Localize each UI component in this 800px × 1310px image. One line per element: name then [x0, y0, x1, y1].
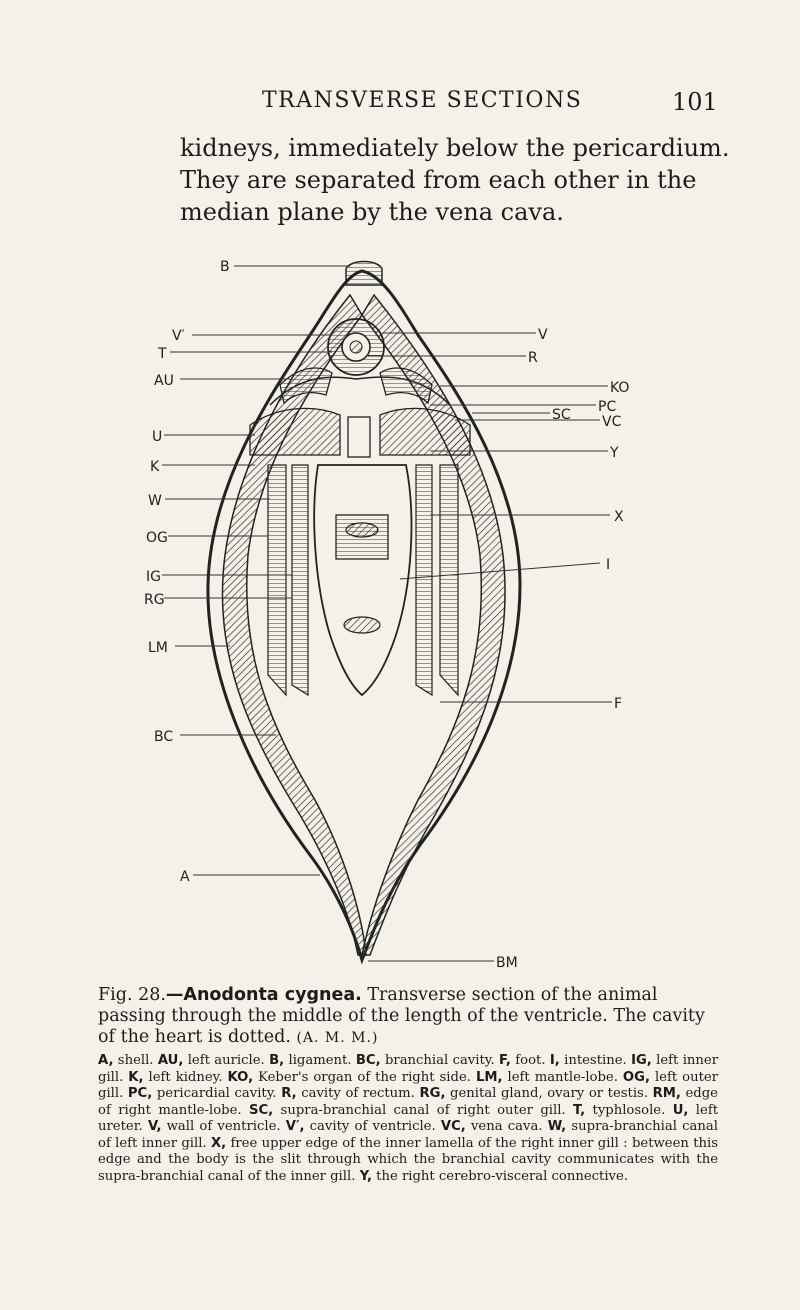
typhlosole [350, 341, 362, 353]
legend-key: VC, [440, 1119, 466, 1134]
legend-key: X, [210, 1135, 227, 1151]
legend-key: I, [549, 1053, 560, 1068]
legend-text: cavity of rectum. [296, 1086, 420, 1101]
legend-text: left outer gill. [98, 1069, 718, 1101]
legend-text: branchial cavity. [380, 1053, 500, 1068]
legend-key: B, [269, 1053, 285, 1068]
legend-key: OG, [622, 1069, 650, 1085]
legend-key: F, [499, 1053, 511, 1068]
legend-key: SC, [248, 1102, 274, 1118]
legend-key: V, [147, 1119, 162, 1134]
legend-key: PC, [127, 1086, 153, 1101]
legend-key: RG, [419, 1086, 446, 1101]
caption-description: Transverse section of the animal passing through the middle of the length of the ventricle. The cavity of the heart is dotted. [98, 985, 705, 1047]
running-title: TRANSVERSE SECTIONS [262, 88, 583, 113]
caption-fig-label: Fig. 28. [98, 985, 166, 1005]
legend-text: left kidney. [143, 1069, 228, 1085]
legend-text: vena cava. [465, 1119, 548, 1134]
legend-key: AU, [157, 1053, 184, 1068]
label-f: F [614, 696, 623, 712]
page-number: 101 [672, 88, 718, 116]
anatomy-figure [100, 255, 700, 975]
legend-text: left auricle. [183, 1053, 270, 1068]
legend-text: supra-branchial canal of left inner gill. [98, 1119, 718, 1151]
label-a: A [180, 869, 190, 885]
label-pc: PC [598, 399, 617, 415]
legend-text: cavity of ventricle. [304, 1119, 441, 1134]
legend-key: T, [573, 1102, 586, 1118]
label-v-prime: V′ [172, 328, 185, 344]
legend-key: K, [128, 1069, 144, 1085]
label-sc: SC [552, 407, 571, 423]
label-k: K [150, 459, 160, 475]
label-y: Y [610, 445, 619, 461]
label-bm: BM [496, 955, 518, 971]
legend-text: edge of right mantle-lobe. [98, 1086, 718, 1118]
legend-key: A, [98, 1053, 114, 1068]
left-kidney [250, 408, 340, 455]
foot [314, 465, 411, 695]
legend-text: pericardial cavity. [152, 1086, 282, 1101]
label-ig: IG [146, 569, 161, 585]
legend-text: genital gland, ovary or testis. [445, 1086, 653, 1101]
label-og: OG [146, 530, 168, 546]
label-x: X [614, 509, 624, 525]
left-outer-gill [268, 465, 286, 695]
caption-species: —Anodonta cygnea. [165, 985, 362, 1005]
legend-text: shell. [113, 1053, 158, 1068]
legend-key: RM, [652, 1086, 681, 1101]
intro-paragraph: kidneys, immediately below the pericardium. They are separated from each other in the median plane by the vena cava. [180, 134, 730, 226]
label-vc: VC [602, 414, 622, 430]
transverse-section-drawing [100, 255, 700, 975]
legend-key: V′, [285, 1119, 305, 1134]
right-inner-gill [416, 465, 432, 695]
legend-key: BC, [355, 1053, 381, 1068]
legend-text: left mantle-lobe. [502, 1069, 623, 1085]
label-v: V [538, 327, 548, 343]
legend-text: typhlosole. [585, 1102, 673, 1118]
legend-text: wall of ventricle. [161, 1119, 286, 1134]
label-u: U [152, 429, 163, 445]
legend-key: Y, [359, 1168, 372, 1184]
legend-text: left ureter. [98, 1102, 718, 1134]
legend-text: supra-branchial canal of right outer gill. [273, 1102, 574, 1118]
label-t: T [158, 346, 167, 362]
legend-text: free upper edge of the inner lamella of the right inner gill : between this edge and the body is the slit through which the branchial cavity communicates with the supra-branchial canal of the inner gill. [98, 1135, 719, 1184]
legend-text: ligament. [284, 1053, 356, 1068]
legend-key: IG, [631, 1053, 652, 1068]
right-outer-gill [440, 465, 458, 695]
intestine-upper [346, 523, 378, 537]
legend-text: foot. [510, 1053, 550, 1068]
label-i: I [606, 557, 611, 573]
running-head [0, 88, 800, 118]
figure-caption [98, 985, 718, 1049]
label-b: B [220, 259, 230, 275]
label-rg: RG [144, 592, 165, 608]
legend-text: Keber's organ of the right side. [253, 1069, 476, 1085]
legend-text: left inner gill. [98, 1053, 719, 1085]
legend-key: R, [281, 1086, 297, 1101]
left-inner-gill [292, 465, 308, 695]
caption-credit: (A. M. M.) [296, 1030, 379, 1046]
right-mantle-lobe [362, 295, 505, 955]
legend-key: U, [672, 1102, 689, 1118]
label-bc: BC [154, 729, 174, 745]
intestine-lower [344, 617, 380, 633]
vena-cava [348, 417, 370, 457]
label-w: W [148, 493, 162, 509]
label-ko: KO [610, 380, 630, 396]
label-au: AU [154, 373, 174, 389]
legend-text: the right cerebro-visceral connective. [371, 1168, 629, 1184]
ligament [346, 262, 382, 286]
legend-key: W, [547, 1119, 567, 1134]
figure-legend [98, 1053, 718, 1185]
legend-key: KO, [227, 1069, 254, 1085]
label-lm: LM [148, 640, 168, 656]
legend-key: LM, [475, 1069, 503, 1085]
legend-text: intestine. [559, 1053, 632, 1068]
label-r: R [528, 350, 538, 366]
